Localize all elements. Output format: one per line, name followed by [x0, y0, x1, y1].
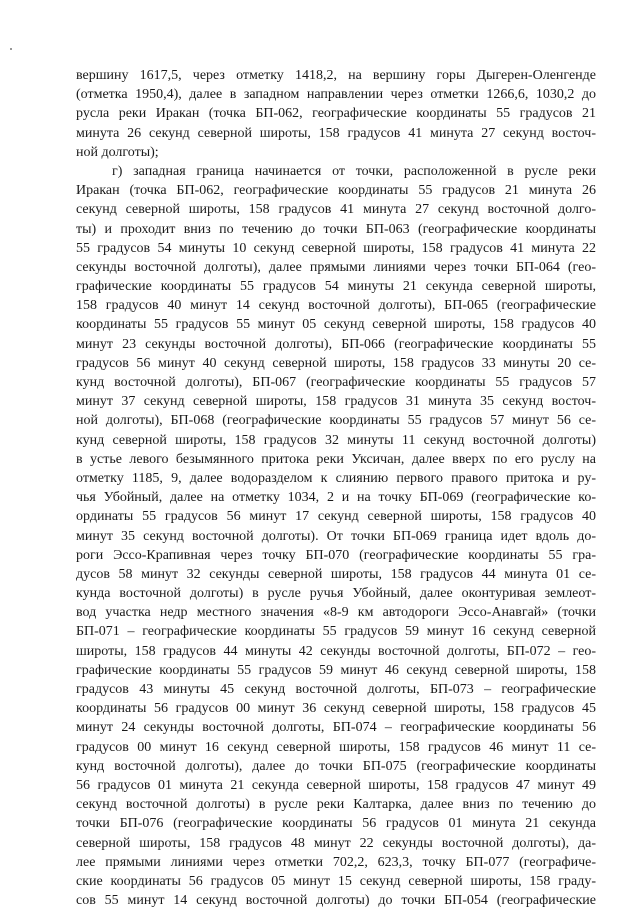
- text-line: кунд северной широты, 158 градусов 32 минуты 11 секунд восточной долготы): [76, 432, 596, 448]
- text-line: ной долготы);: [76, 144, 159, 160]
- text-line: русла реки Иракан (точка БП-062, географические координаты 55 градусов 21: [76, 106, 596, 122]
- text-line: вершину 1617,5, через отметку 1418,2, на вершину горы Дыгерен-Оленгенде: [76, 68, 596, 83]
- paragraph-first-line: г) западная граница начинается от точки, расположенной в русле реки: [112, 163, 596, 179]
- text-line: кунд восточной долготы), БП-067 (географические координаты 55 градусов 57: [76, 375, 596, 390]
- text-line: координаты 55 градусов 55 минут 05 секунд северной широты, 158 градусов 40: [76, 317, 596, 333]
- text-line: кунда восточной долготы) в русле ручья Убойный, далее оконтуривая землеот-: [76, 586, 596, 602]
- text-line: ной долготы), БП-068 (географические координаты 55 градусов 57 минут 56 се-: [76, 413, 596, 429]
- text-line: (отметка 1950,4), далее в западном направлении через отметки 1266,6, 1030,2 до: [76, 87, 596, 103]
- text-line: северной широты, 158 градусов 48 минут 22 секунды восточной долготы), да-: [76, 835, 596, 851]
- text-line: минут 23 секунды восточной долготы), БП-066 (географические координаты 55: [76, 336, 596, 352]
- text-line: Иракан (точка БП-062, географические координаты 55 градусов 21 минута 26: [76, 183, 596, 199]
- text-line: ординаты 55 градусов 56 минут 17 секунд северной широты, 158 градусов 40: [76, 509, 596, 525]
- text-line: вод участка недр местного значения «8-9 км автодороги Эссо-Анавгай» (точки: [76, 605, 596, 621]
- scan-speck: [10, 48, 12, 50]
- text-line: 56 градусов 01 минута 21 секунда северной широты, 158 градусов 47 минут 49: [76, 777, 596, 793]
- text-line: 55 градусов 54 минуты 10 секунд северной широты, 158 градусов 41 минута 22: [76, 240, 596, 256]
- document-body: [76, 66, 596, 910]
- text-line: роги Эссо-Крапивная через точку БП-070 (географические координаты 55 гра-: [76, 547, 596, 563]
- text-line: лее прямыми линиями через отметки 702,2, 623,3, точку БП-077 (географиче-: [76, 854, 596, 870]
- text-line: графические координаты 55 градусов 59 минут 46 секунд северной широты, 158: [76, 662, 596, 678]
- text-line: минут 35 секунд восточной долготы). От точки БП-069 граница идет вдоль до-: [76, 528, 596, 544]
- text-line: отметку 1185, 9, далее водоразделом к слиянию первого правого притока и ру-: [76, 470, 596, 486]
- text-line: широты, 158 градусов 44 минуты 42 секунды восточной долготы, БП-072 – гео-: [76, 643, 596, 659]
- text-line: минута 26 секунд северной широты, 158 градусов 41 минута 27 секунд восточ-: [76, 125, 596, 141]
- text-line: градусов 00 минут 16 секунд северной широты, 158 градусов 46 минут 11 се-: [76, 739, 596, 755]
- text-line: секунды восточной долготы), далее прямыми линиями через точки БП-064 (гео-: [76, 259, 596, 275]
- text-line: градусов 56 минут 40 секунд северной широты, 158 градусов 33 минуты 20 се-: [76, 355, 596, 371]
- text-line: БП-071 – географические координаты 55 градусов 59 минут 16 секунд северной: [76, 624, 596, 640]
- text-line: дусов 58 минут 32 секунды северной широты, 158 градусов 44 минута 01 се-: [76, 566, 596, 582]
- text-line: координаты 56 градусов 00 минут 36 секунд северной широты, 158 градусов 45: [76, 701, 596, 717]
- text-line: ты) и проходит вниз по течению до точки БП-063 (географические координаты: [76, 221, 596, 237]
- text-line: 158 градусов 40 минут 14 секунд восточной долготы), БП-065 (географические: [76, 298, 596, 314]
- text-line: графические координаты 55 градусов 54 минуты 21 секунда северной широты,: [76, 279, 596, 295]
- text-line: сов 55 минут 14 секунд восточной долготы) до точки БП-054 (географические: [76, 893, 596, 909]
- text-line: градусов 43 минуты 45 секунд восточной долготы, БП-073 – географические: [76, 682, 596, 697]
- text-line: в устье левого безымянного притока реки Уксичан, далее вверх по его руслу на: [76, 451, 596, 467]
- text-line: точки БП-076 (географические координаты 56 градусов 01 минута 21 секунда: [76, 816, 596, 832]
- text-line: секунд северной широты, 158 градусов 41 минута 27 секунд восточной долго-: [76, 202, 596, 218]
- text-line: секунд восточной долготы) в русле реки Калтарка, далее вниз по течению до: [76, 797, 596, 813]
- text-line: минут 24 секунды восточной долготы, БП-074 – географические координаты 56: [76, 720, 596, 736]
- text-line: ские координаты 56 градусов 05 минут 15 секунд северной широты, 158 граду-: [76, 873, 596, 889]
- text-line: минут 37 секунд северной широты, 158 градусов 31 минута 35 секунд восточ-: [76, 394, 596, 410]
- text-line: кунд восточной долготы), далее до точки БП-075 (географические координаты: [76, 758, 596, 774]
- text-line: чья Убойный, далее на отметку 1034, 2 и на точку БП-069 (географические ко-: [76, 490, 596, 506]
